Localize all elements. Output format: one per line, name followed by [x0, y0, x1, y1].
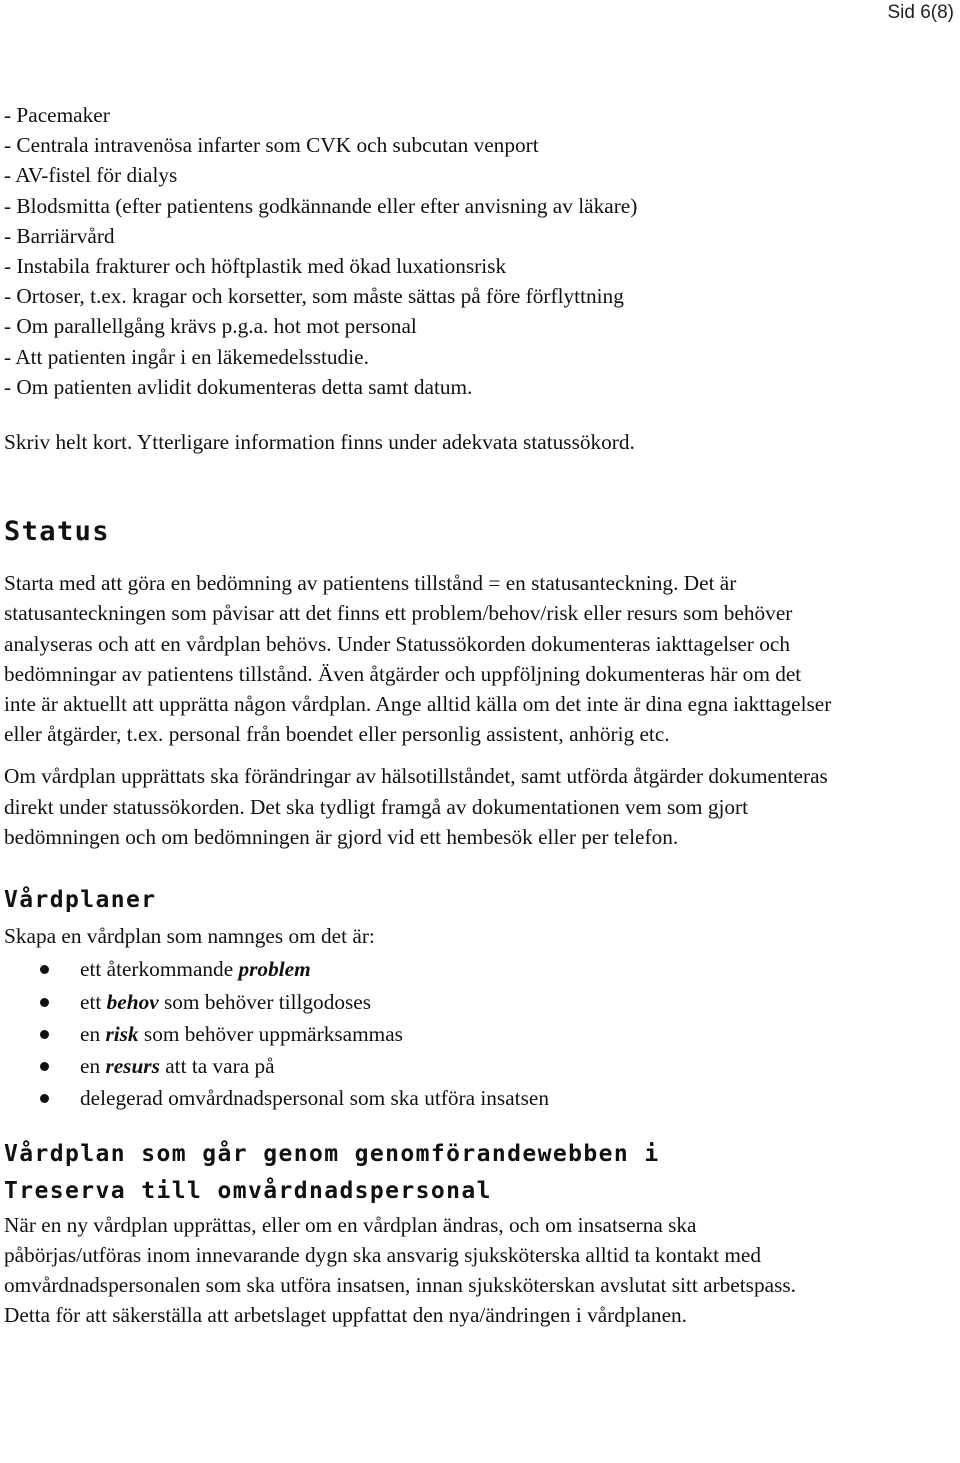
list-item: - Pacemaker — [4, 103, 110, 127]
treserva-heading — [4, 1136, 834, 1210]
list-item: - Blodsmitta (efter patientens godkännande eller efter anvisning av läkare) — [4, 193, 638, 218]
list-item: - AV-fistel för dialys — [4, 163, 178, 188]
list-item: - Ortoser, t.ex. kragar och korsetter, som måste sättas på före förflyttning — [4, 284, 624, 309]
list-item: - Om patienten avlidit dokumenteras detta samt datum. — [4, 374, 473, 399]
bullet-icon — [40, 1094, 49, 1103]
bullet-icon — [40, 998, 49, 1007]
bullet-icon — [40, 1030, 49, 1039]
bullet-icon — [40, 965, 49, 974]
treserva-heading-line-2: Treserva till omvårdnadspersonal — [4, 1177, 492, 1204]
vardplaner-heading: Vårdplaner — [4, 887, 157, 914]
document-body — [4, 100, 834, 1331]
list-item: ett behov som behöver tillgodoses — [4, 986, 834, 1018]
treserva-heading-line-1: Vårdplan som går genom genomförandewebben i — [4, 1140, 660, 1167]
list-item: - Instabila frakturer och höftplastik med ökad luxationsrisk — [4, 254, 507, 279]
page-number: Sid 6(8) — [887, 2, 954, 23]
list-item: en resurs att ta vara på — [4, 1050, 834, 1082]
vardplan-criteria-list — [4, 953, 834, 1114]
short-note: Skriv helt kort. Ytterligare information finns under adekvata statussökord. — [4, 430, 635, 455]
treserva-paragraph: När en ny vårdplan upprättas, eller om en vårdplan ändras, och om insatserna ska påbörjas/utföras inom innevarande dygn ska ansvarig sjuksköterska alltid ta kontakt med omvårdnadspersonalen som ska utföra insatsen, innan sjuksköterskan avslutat sitt arbetspass. Detta för att säkerställa att arbetslaget uppfattat den nya/ändringen i vårdplanen. — [4, 1212, 796, 1328]
status-paragraph-2: Om vårdplan upprättats ska förändringar av hälsotillståndet, samt utförda åtgärder dokumenteras direkt under statussökorden. Det ska tydligt framgå av dokumentationen vem som gjort bedömningen och om bedömningen är gjord vid ett hembesök eller per telefon. — [4, 764, 828, 849]
list-item: - Att patienten ingår i en läkemedelsstudie. — [4, 344, 369, 369]
list-item: - Centrala intravenösa infarter som CVK och subcutan venport — [4, 133, 539, 158]
status-paragraph-1: Starta med att göra en bedömning av patientens tillstånd = en statusanteckning. Det är statusanteckningen som påvisar att det finns ett problem/behov/risk eller resurs som behöver analyseras och att en vårdplan behövs. Under Statussökorden dokumenteras iakttagelser och bedömningar av patientens tillstånd. Även åtgärder och uppföljning dokumenteras här om det inte är aktuellt att upprätta någon vårdplan. Ange alltid källa om det inte är dina egna iakttagelser eller åtgärder, t.ex. personal från boendet eller personlig assistent, anhörig etc. — [4, 571, 832, 747]
list-item: - Om parallellgång krävs p.g.a. hot mot personal — [4, 314, 417, 339]
list-item: delegerad omvårdnadspersonal som ska utföra insatsen — [4, 1082, 834, 1114]
list-item: ett återkommande problem — [4, 953, 834, 985]
precaution-list — [4, 100, 834, 402]
status-heading: Status — [4, 516, 110, 548]
vardplaner-intro: Skapa en vårdplan som namnges om det är: — [4, 924, 375, 949]
bullet-icon — [40, 1062, 49, 1071]
list-item: en risk som behöver uppmärksammas — [4, 1018, 834, 1050]
list-item: - Barriärvård — [4, 223, 115, 248]
